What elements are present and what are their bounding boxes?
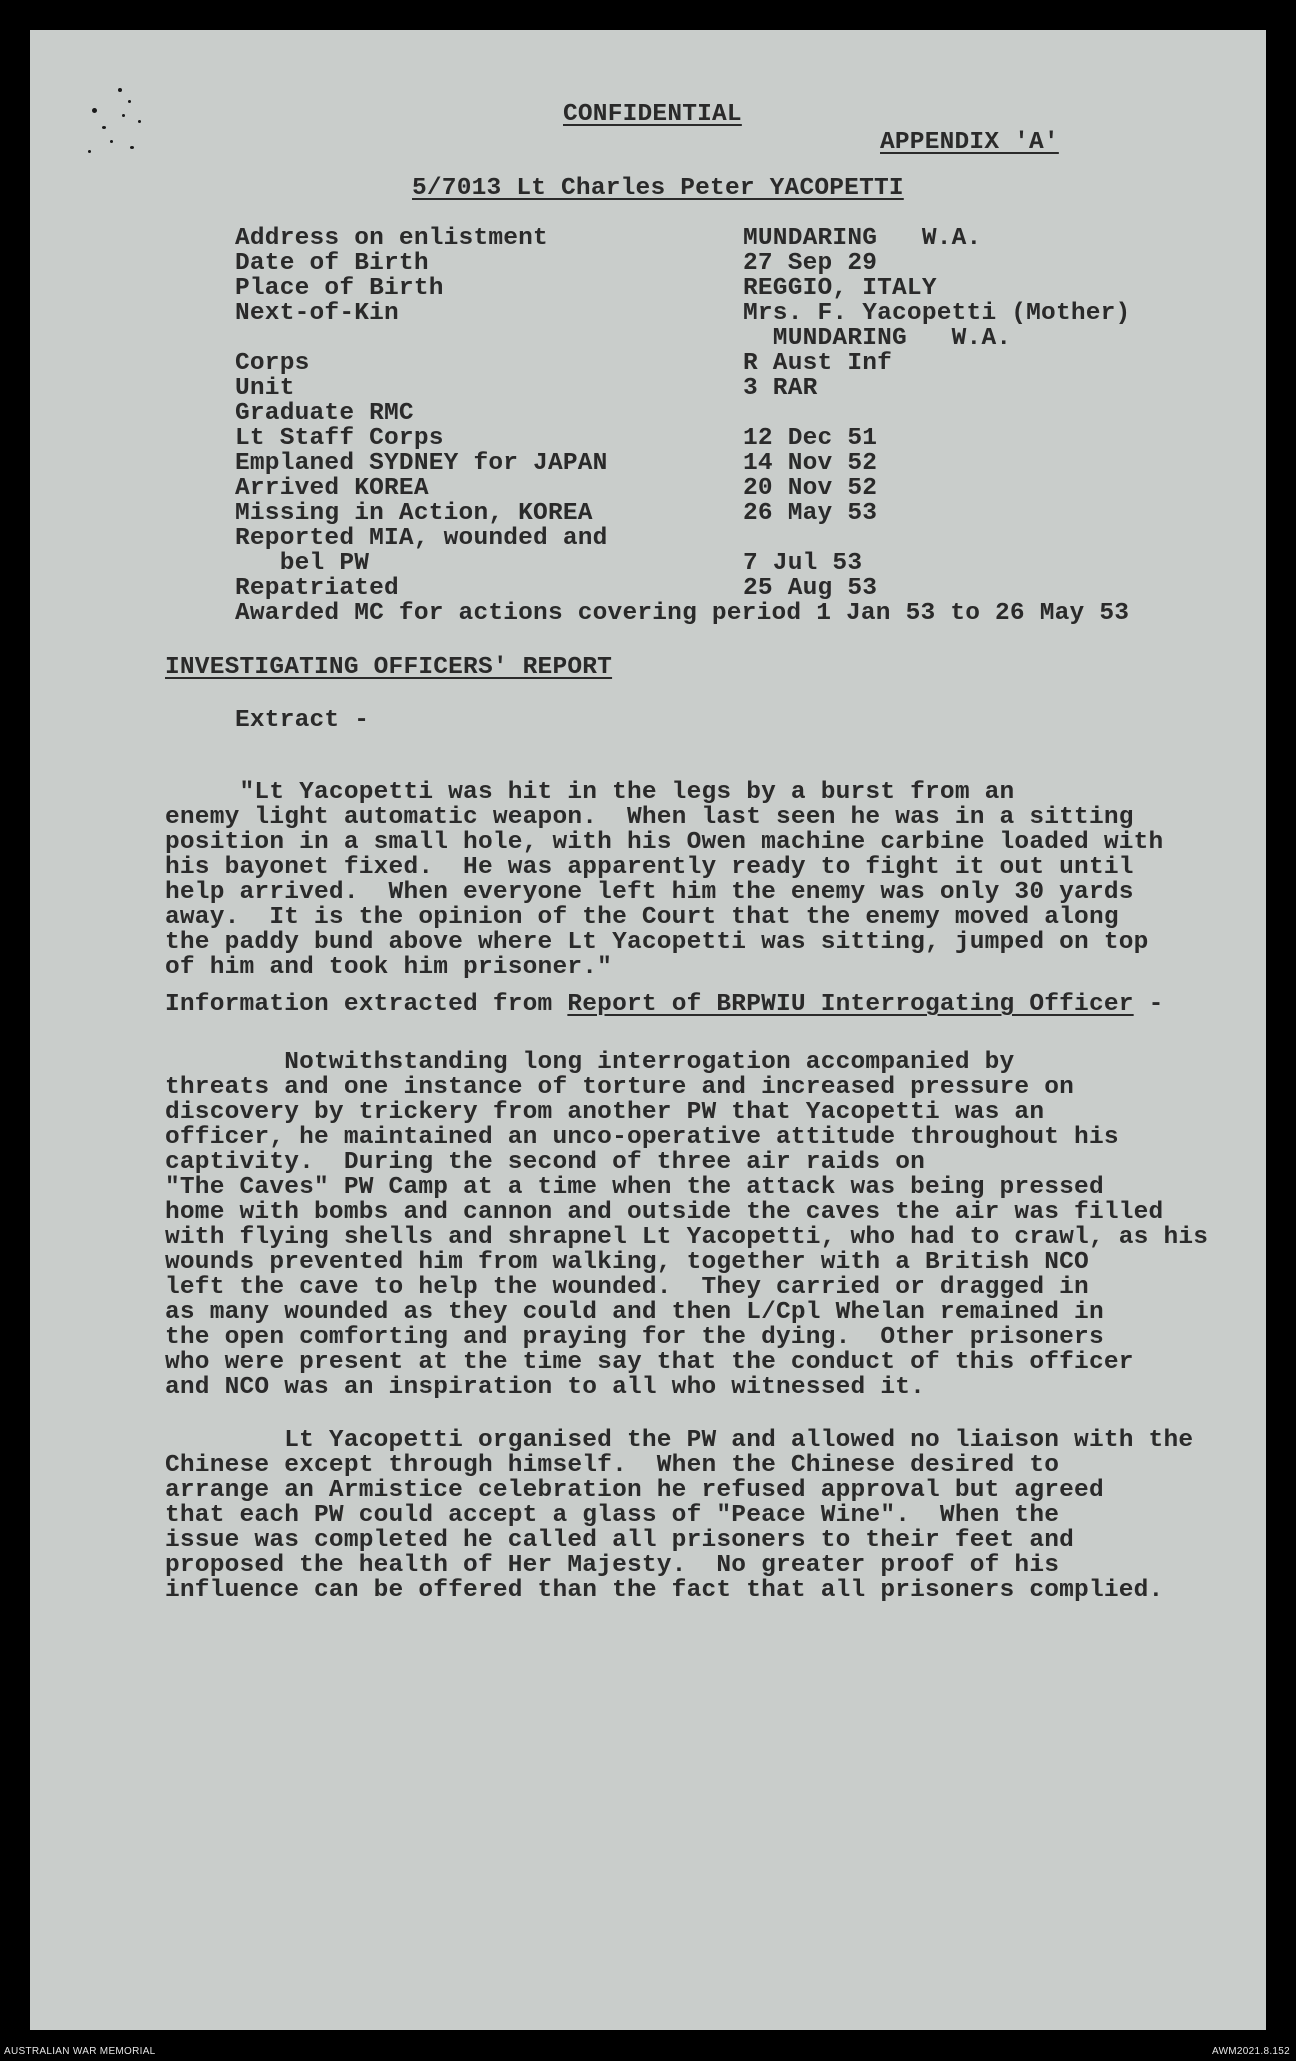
quote-line: help arrived. When everyone left him the enemy was only 30 yards bbox=[165, 879, 1134, 906]
interrogation-intro-line bbox=[165, 992, 1163, 1017]
paragraph-line: captivity. During the second of three air raids on bbox=[165, 1149, 926, 1176]
interrogation-trailing: - bbox=[1133, 991, 1164, 1018]
paragraph-line: proposed the health of Her Majesty. No greater proof of his bbox=[165, 1552, 1060, 1579]
page-title: 5/7013 Lt Charles Peter YACOPETTI bbox=[412, 175, 904, 202]
ink-speck bbox=[102, 126, 106, 129]
record-value: 26 May 53 bbox=[743, 500, 878, 527]
record-label: Awarded MC for actions covering period 1 Jan 53 to 26 May 53 bbox=[235, 600, 1130, 627]
ink-speck bbox=[88, 150, 91, 153]
interrogation-report-title: Report of BRPWIU Interrogating Officer bbox=[567, 991, 1134, 1018]
paragraph-line: that each PW could accept a glass of "Peace Wine". When the bbox=[165, 1502, 1060, 1529]
record-label: Place of Birth bbox=[235, 275, 444, 302]
paragraph-line: issue was completed he called all prisoners to their feet and bbox=[165, 1527, 1075, 1554]
record-label: Missing in Action, KOREA bbox=[235, 500, 593, 527]
ink-speck bbox=[110, 140, 113, 143]
paragraph-line: threats and one instance of torture and increased pressure on bbox=[165, 1074, 1075, 1101]
quote-line: position in a small hole, with his Owen machine carbine loaded with bbox=[165, 829, 1164, 856]
record-label: Next-of-Kin bbox=[235, 300, 399, 327]
record-value: REGGIO, ITALY bbox=[743, 275, 937, 302]
record-value: 7 Jul 53 bbox=[743, 550, 863, 577]
record-label: Arrived KOREA bbox=[235, 475, 429, 502]
quote-line: enemy light automatic weapon. When last seen he was in a sitting bbox=[165, 804, 1134, 831]
paragraph-line: discovery by trickery from another PW that Yacopetti was an bbox=[165, 1099, 1045, 1126]
paragraph-line: wounds prevented him from walking, together with a British NCO bbox=[165, 1249, 1089, 1276]
record-value: 14 Nov 52 bbox=[743, 450, 878, 477]
record-label: bel PW bbox=[235, 550, 370, 577]
paragraph-line: and NCO was an inspiration to all who witnessed it. bbox=[165, 1374, 926, 1401]
record-value: 27 Sep 29 bbox=[743, 250, 878, 277]
record-label: Address on enlistment bbox=[235, 225, 548, 252]
record-label: Date of Birth bbox=[235, 250, 429, 277]
ink-speck bbox=[128, 100, 131, 103]
paragraph-line: left the cave to help the wounded. They carried or dragged in bbox=[165, 1274, 1089, 1301]
quote-line: away. It is the opinion of the Court that the enemy moved along bbox=[165, 904, 1119, 931]
record-label: Emplaned SYDNEY for JAPAN bbox=[235, 450, 608, 477]
record-label: Reported MIA, wounded and bbox=[235, 525, 608, 552]
paragraph-line: the open comforting and praying for the dying. Other prisoners bbox=[165, 1324, 1104, 1351]
paragraph-line: as many wounded as they could and then L/Cpl Whelan remained in bbox=[165, 1299, 1104, 1326]
record-value: R Aust Inf bbox=[743, 350, 893, 377]
footer-source: AUSTRALIAN WAR MEMORIAL bbox=[4, 2046, 156, 2057]
record-value: 3 RAR bbox=[743, 375, 818, 402]
paragraph-line: influence can be offered than the fact that all prisoners complied. bbox=[165, 1577, 1164, 1604]
paragraph-line: arrange an Armistice celebration he refused approval but agreed bbox=[165, 1477, 1104, 1504]
ink-speck bbox=[122, 114, 125, 117]
paragraph-line: home with bombs and cannon and outside the caves the air was filled bbox=[165, 1199, 1164, 1226]
record-value: 25 Aug 53 bbox=[743, 575, 878, 602]
ink-speck bbox=[130, 146, 134, 149]
quote-line: the paddy bund above where Lt Yacopetti was sitting, jumped on top bbox=[165, 929, 1149, 956]
paragraph-line: officer, he maintained an unco-operative attitude throughout his bbox=[165, 1124, 1119, 1151]
section-heading-investigating: INVESTIGATING OFFICERS' REPORT bbox=[165, 654, 613, 681]
record-label: Corps bbox=[235, 350, 310, 377]
record-value: MUNDARING W.A. bbox=[743, 325, 1012, 352]
record-label: Lt Staff Corps bbox=[235, 425, 444, 452]
quote-line: his bayonet fixed. He was apparently ready to fight it out until bbox=[165, 854, 1134, 881]
ink-speck bbox=[138, 120, 141, 123]
quote-line: of him and took him prisoner." bbox=[165, 954, 613, 981]
record-value: 20 Nov 52 bbox=[743, 475, 878, 502]
document-page bbox=[30, 30, 1266, 2030]
record-value: MUNDARING W.A. bbox=[743, 225, 982, 252]
ink-speck bbox=[92, 108, 97, 113]
extract-label: Extract - bbox=[235, 707, 370, 734]
paragraph-line: Lt Yacopetti organised the PW and allowed no liaison with the bbox=[165, 1427, 1194, 1454]
record-label: Unit bbox=[235, 375, 295, 402]
quote-line: "Lt Yacopetti was hit in the legs by a burst from an bbox=[165, 779, 1015, 806]
paragraph-line: with flying shells and shrapnel Lt Yacopetti, who had to crawl, as his bbox=[165, 1224, 1209, 1251]
record-value: Mrs. F. Yacopetti (Mother) bbox=[743, 300, 1131, 327]
paragraph-line: Notwithstanding long interrogation accompanied by bbox=[165, 1049, 1015, 1076]
paragraph-line: Chinese except through himself. When the Chinese desired to bbox=[165, 1452, 1060, 1479]
ink-speck bbox=[118, 88, 122, 92]
interrogation-intro: Information extracted from bbox=[165, 991, 568, 1018]
record-value: 12 Dec 51 bbox=[743, 425, 878, 452]
appendix-label: APPENDIX 'A' bbox=[880, 129, 1059, 156]
paragraph-line: who were present at the time say that the conduct of this officer bbox=[165, 1349, 1134, 1376]
classification-heading: CONFIDENTIAL bbox=[563, 101, 742, 128]
record-label: Graduate RMC bbox=[235, 400, 414, 427]
paragraph-line: "The Caves" PW Camp at a time when the attack was being pressed bbox=[165, 1174, 1104, 1201]
record-label: Repatriated bbox=[235, 575, 399, 602]
footer-accession: AWM2021.8.152 bbox=[1211, 2046, 1290, 2057]
